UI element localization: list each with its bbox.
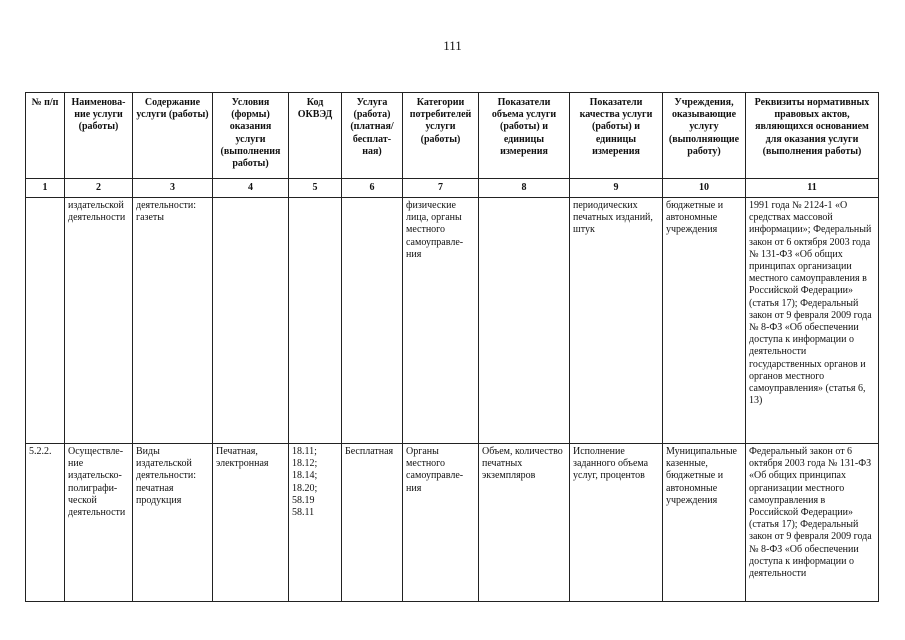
- column-number: 11: [746, 179, 879, 198]
- column-number: 10: [663, 179, 746, 198]
- cell-conditions: [213, 198, 289, 444]
- column-number: 5: [289, 179, 342, 198]
- column-number: 6: [342, 179, 403, 198]
- column-number: 3: [133, 179, 213, 198]
- services-registry-table: [25, 92, 879, 602]
- column-number: 8: [479, 179, 570, 198]
- cell-quality-indicators: Исполнение заданного объема услуг, процентов: [570, 444, 663, 602]
- column-header-service-name: Наименова-ние услуги (работы): [65, 93, 133, 179]
- cell-institutions: Муниципальные казенные, бюджетные и автономные учреждения: [663, 444, 746, 602]
- cell-conditions: Печатная, электронная: [213, 444, 289, 602]
- header-row: [26, 93, 879, 179]
- column-header-quality-indicators: Показатели качества услуги (работы) и единицы измерения: [570, 93, 663, 179]
- cell-volume-indicators: [479, 198, 570, 444]
- cell-service-content: деятельности: газеты: [133, 198, 213, 444]
- column-number: 9: [570, 179, 663, 198]
- cell-service-name: Осуществле-ние издательско-полиграфи-ческой деятельности: [65, 444, 133, 602]
- column-number: 7: [403, 179, 479, 198]
- cell-service-name: издательской деятельности: [65, 198, 133, 444]
- page-number: 111: [443, 38, 462, 53]
- cell-consumer-categories: Органы местного самоуправле-ния: [403, 444, 479, 602]
- cell-number: 5.2.2.: [26, 444, 65, 602]
- cell-number: [26, 198, 65, 444]
- column-header-paid-free: Услуга (работа) (платная/ бесплат-ная): [342, 93, 403, 179]
- cell-okved-code: [289, 198, 342, 444]
- column-header-conditions: Условия (формы) оказания услуги (выполнения работы): [213, 93, 289, 179]
- cell-quality-indicators: периодических печатных изданий, штук: [570, 198, 663, 444]
- column-header-number: № п/п: [26, 93, 65, 179]
- column-header-okved-code: Код ОКВЭД: [289, 93, 342, 179]
- column-header-legal-acts: Реквизиты нормативных правовых актов, являющихся основанием для оказания услуги (выполнения работы): [746, 93, 879, 179]
- column-number: 2: [65, 179, 133, 198]
- cell-okved-code: 18.11; 18.12; 18.14; 18.20; 58.19 58.11: [289, 444, 342, 602]
- cell-service-content: Виды издательской деятельности: печатная продукция: [133, 444, 213, 602]
- cell-legal-acts: 1991 года № 2124-1 «О средствах массовой информации»; Федеральный закон от 6 октября 2003 года № 131-ФЗ «Об общих принципах организации местного самоуправления в Российской Федерации» (статья 17); Федеральный закон от 9 февраля 2009 года № 8-ФЗ «Об обеспечении доступа к информации о деятельности государственных органов и органов местного самоуправления» (статья 6, 13): [746, 198, 879, 444]
- column-header-service-content: Содержание услуги (работы): [133, 93, 213, 179]
- cell-consumer-categories: физические лица, органы местного самоуправле-ния: [403, 198, 479, 444]
- column-header-volume-indicators: Показатели объема услуги (работы) и единицы измерения: [479, 93, 570, 179]
- column-header-institutions: Учреждения, оказывающие услугу (выполняющие работу): [663, 93, 746, 179]
- column-numbers-row: [26, 179, 879, 198]
- column-number: 1: [26, 179, 65, 198]
- cell-legal-acts: Федеральный закон от 6 октября 2003 года № 131-ФЗ «Об общих принципах организации местного самоуправления в Российской Федерации» (статья 17); Федеральный закон от 9 февраля 2009 года № 8-ФЗ «Об обеспечении доступа к информации о деятельности: [746, 444, 879, 602]
- column-header-consumer-categories: Категории потребителей услуги (работы): [403, 93, 479, 179]
- cell-paid-free: Бесплатная: [342, 444, 403, 602]
- cell-paid-free: [342, 198, 403, 444]
- table-row: [26, 444, 879, 602]
- cell-volume-indicators: Объем, количество печатных экземпляров: [479, 444, 570, 602]
- table-row: [26, 198, 879, 444]
- column-number: 4: [213, 179, 289, 198]
- cell-institutions: бюджетные и автономные учреждения: [663, 198, 746, 444]
